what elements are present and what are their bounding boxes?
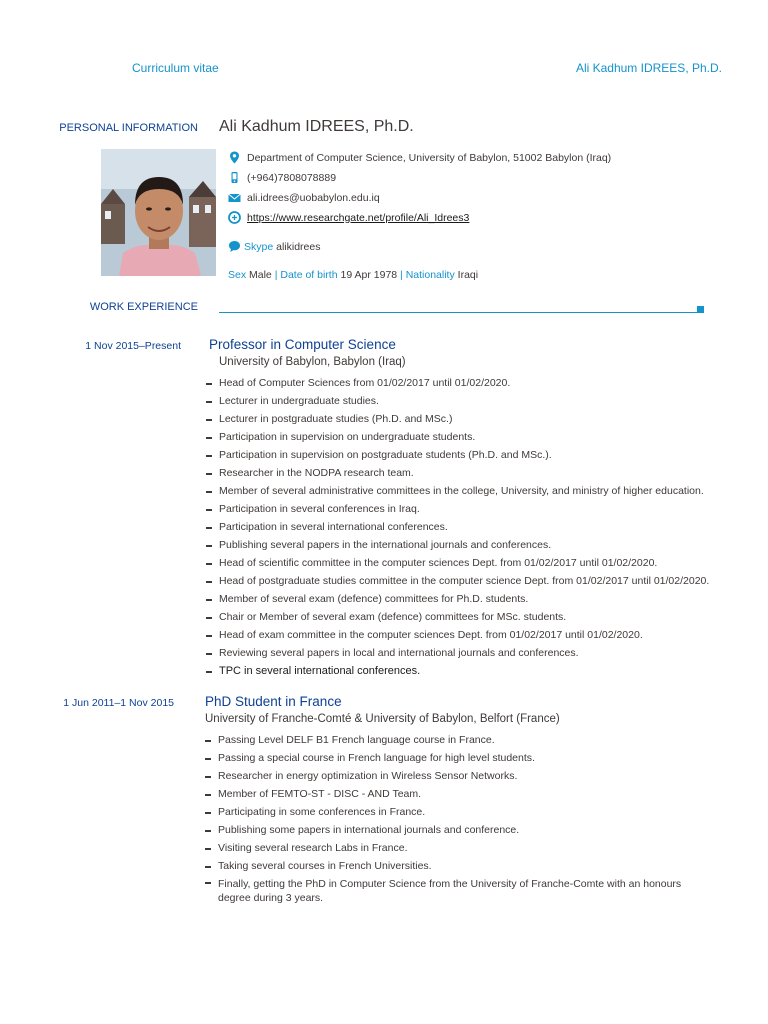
- email-text[interactable]: ali.idrees@uobabylon.edu.iq: [247, 191, 380, 204]
- personal-details: [228, 269, 478, 281]
- job-employer: University of Babylon, Babylon (Iraq): [219, 356, 406, 368]
- email-icon: [228, 191, 241, 204]
- work-experience-label: WORK EXPERIENCE: [89, 301, 198, 313]
- job-duties-list: [204, 731, 704, 907]
- list-item: Finally, getting the PhD in Computer Science from the University of Franche-Comte with an honours degree during 3 years.: [204, 875, 704, 907]
- address-text: Department of Computer Science, University of Babylon, 51002 Babylon (Iraq): [247, 151, 612, 164]
- skype-id: alikidrees: [276, 240, 321, 253]
- list-item: Participating in some conferences in France.: [204, 803, 704, 821]
- list-item: Member of several exam (defence) committees for Ph.D. students.: [205, 590, 745, 608]
- list-item: Passing a special course in French language for high level students.: [204, 749, 704, 767]
- profile-photo: [101, 149, 216, 276]
- list-item: Publishing some papers in international journals and conference.: [204, 821, 704, 839]
- sex-label: Sex: [228, 269, 247, 281]
- header-name: Ali Kadhum IDREES, Ph.D.: [575, 61, 722, 75]
- list-item: Chair or Member of several exam (defence) committees for MSc. students.: [205, 608, 745, 626]
- website-row: [228, 211, 469, 224]
- list-item: Head of scientific committee in the computer sciences Dept. from 01/02/2017 until 01/02/2020.: [205, 554, 745, 572]
- website-icon: [228, 211, 241, 224]
- phone-icon: [228, 171, 241, 184]
- list-item: Head of exam committee in the computer sciences Dept. from 01/02/2017 until 01/02/2020.: [205, 626, 745, 644]
- job-employer: University of Franche-Comté & University of Babylon, Belfort (France): [205, 713, 560, 725]
- list-item: Lecturer in undergraduate studies.: [205, 392, 745, 410]
- list-item: TPC in several international conferences.: [205, 662, 745, 680]
- personal-information-label: PERSONAL INFORMATION: [59, 122, 198, 134]
- list-item: Lecturer in postgraduate studies (Ph.D. and MSc.): [205, 410, 745, 428]
- job-duties-list: [205, 374, 745, 680]
- list-item: Member of FEMTO-ST - DISC - AND Team.: [204, 785, 704, 803]
- job-title: Professor in Computer Science: [209, 337, 396, 352]
- list-item: Participation in supervision on postgraduate students (Ph.D. and MSc.).: [205, 446, 745, 464]
- job-title: PhD Student in France: [205, 694, 342, 709]
- sex-value: Male: [249, 269, 272, 281]
- list-item: Passing Level DELF B1 French language course in France.: [204, 731, 704, 749]
- list-item: Participation in supervision on undergraduate students.: [205, 428, 745, 446]
- location-icon: [228, 151, 241, 164]
- phone-text[interactable]: (+964)7808078889: [247, 171, 337, 184]
- list-item: Participation in several international conferences.: [205, 518, 745, 536]
- list-item: Head of postgraduate studies committee in the computer science Dept. from 01/02/2017 until 01/02/2020.: [205, 572, 745, 590]
- skype-label: Skype: [244, 240, 274, 253]
- section-divider-marker: [697, 306, 704, 313]
- list-item: Visiting several research Labs in France.: [204, 839, 704, 857]
- list-item: Taking several courses in French Universities.: [204, 857, 704, 875]
- phone-row: [228, 171, 336, 184]
- nationality-label: Nationality: [405, 269, 455, 281]
- dob-value: 19 Apr 1978: [340, 269, 398, 281]
- header-cv-title: Curriculum vitae: [132, 61, 219, 75]
- email-row: [228, 191, 380, 204]
- list-item: Researcher in the NODPA research team.: [205, 464, 745, 482]
- list-item: Member of several administrative committees in the college, University, and ministry of higher education.: [205, 482, 745, 500]
- address-row: [228, 151, 611, 164]
- list-item: Publishing several papers in the international journals and conferences.: [205, 536, 745, 554]
- job-date: 1 Nov 2015–Present: [85, 340, 181, 352]
- person-name: Ali Kadhum IDREES, Ph.D.: [219, 118, 414, 135]
- dob-label: Date of birth: [280, 269, 338, 281]
- separator: |: [400, 269, 403, 281]
- job-date: 1 Jun 2011–1 Nov 2015: [63, 697, 174, 709]
- skype-row: [228, 240, 320, 253]
- skype-icon: [228, 240, 241, 253]
- list-item: Participation in several conferences in Iraq.: [205, 500, 745, 518]
- list-item: Researcher in energy optimization in Wireless Sensor Networks.: [204, 767, 704, 785]
- website-link[interactable]: https://www.researchgate.net/profile/Ali_Idrees3: [247, 211, 470, 224]
- list-item: Head of Computer Sciences from 01/02/2017 until 01/02/2020.: [205, 374, 745, 392]
- section-divider: [219, 312, 697, 313]
- separator: |: [274, 269, 278, 281]
- list-item: Reviewing several papers in local and international journals and conferences.: [205, 644, 745, 662]
- nationality-value: Iraqi: [457, 269, 479, 281]
